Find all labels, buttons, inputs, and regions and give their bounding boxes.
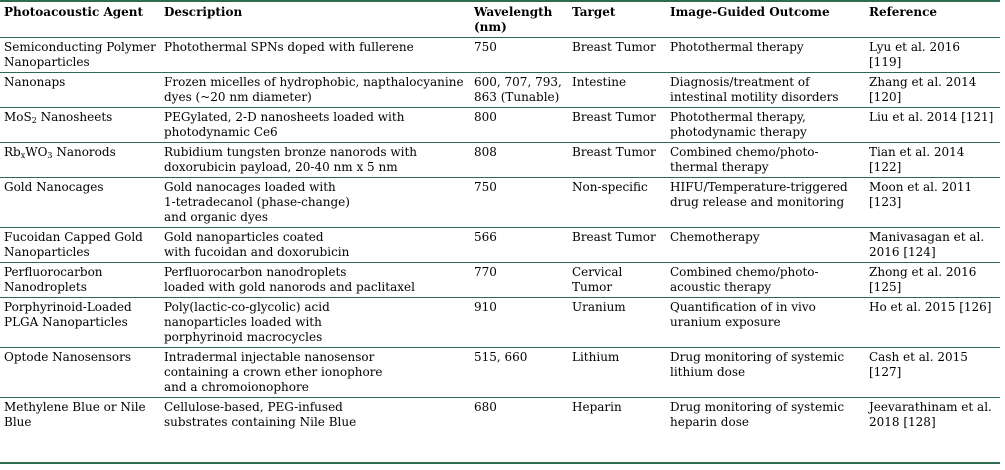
cell-reference: Tian et al. 2014 [122]	[865, 143, 1000, 178]
cell-wavelength: 808	[470, 143, 568, 178]
header-description: Description	[164, 5, 243, 19]
cell-wavelength: 910	[470, 298, 568, 348]
cell-outcome: Combined chemo/photo-acoustic therapy	[666, 263, 865, 298]
cell-agent	[0, 108, 160, 143]
cell-outcome: Drug monitoring of systemic lithium dose	[666, 348, 865, 398]
cell-description: Rubidium tungsten bronze nanorods with doxorubicin payload, 20-40 nm x 5 nm	[160, 143, 470, 178]
cell-target: Intestine	[568, 73, 666, 108]
cell-outcome: Combined chemo/photo-thermal therapy	[666, 143, 865, 178]
description-line: Intradermal injectable nanosensor	[164, 350, 375, 364]
cell-outcome: Chemotherapy	[666, 228, 865, 263]
cell-agent: Methylene Blue or Nile Blue	[4, 400, 146, 429]
description-line: with fucoidan and doxorubicin	[164, 245, 350, 259]
header-agent: Photoacoustic Agent	[4, 5, 144, 19]
agent-formula-base: Rb	[4, 145, 21, 159]
table-row	[0, 298, 1000, 348]
agent-formula-mid: WO	[25, 145, 48, 159]
cell-description: Photothermal SPNs doped with fullerene	[160, 38, 470, 73]
description-line: and a chromoionophore	[164, 380, 309, 394]
agent-formula-base: MoS	[4, 110, 32, 124]
header-wavelength: Wavelength (nm)	[474, 5, 553, 34]
cell-reference: Zhang et al. 2014 [120]	[865, 73, 1000, 108]
description-line: nanoparticles loaded with	[164, 315, 322, 329]
cell-agent	[0, 143, 160, 178]
table-header-row	[0, 3, 1000, 38]
cell-description	[160, 298, 470, 348]
table-top-rule	[0, 0, 1000, 2]
photoacoustic-agents-table	[0, 3, 1000, 432]
agent-formula-subscript: 2	[31, 116, 37, 125]
description-line: Poly(lactic-co-glycolic) acid	[164, 300, 330, 314]
cell-wavelength: 680	[474, 400, 497, 414]
description-line: Cellulose-based, PEG-infused	[164, 400, 343, 414]
agent-formula-suffix: Nanorods	[52, 145, 116, 159]
cell-target: Breast Tumor	[568, 38, 666, 73]
table-row	[0, 228, 1000, 263]
cell-description: Frozen micelles of hydrophobic, napthalocyanine dyes (~20 nm diameter)	[160, 73, 470, 108]
description-line: containing a crown ether ionophore	[164, 365, 383, 379]
table-row	[0, 73, 1000, 108]
cell-target: Breast Tumor	[568, 228, 666, 263]
cell-reference: Liu et al. 2014 [121]	[865, 108, 1000, 143]
description-line: and organic dyes	[164, 210, 268, 224]
cell-target: Uranium	[568, 298, 666, 348]
cell-outcome: Diagnosis/treatment of intestinal motility disorders	[666, 73, 865, 108]
cell-description	[160, 178, 470, 228]
cell-wavelength: 750	[470, 178, 568, 228]
cell-target: Non-specific	[568, 178, 666, 228]
table-bottom-rule	[0, 462, 1000, 464]
cell-outcome: Drug monitoring of systemic heparin dose	[670, 400, 845, 429]
cell-target: Breast Tumor	[568, 143, 666, 178]
description-line: Perfluorocarbon nanodroplets	[164, 265, 347, 279]
cell-wavelength: 770	[470, 263, 568, 298]
cell-agent: Perfluorocarbon Nanodroplets	[0, 263, 160, 298]
cell-outcome: Quantification of in vivo uranium exposure	[666, 298, 865, 348]
cell-target: Cervical Tumor	[568, 263, 666, 298]
cell-agent: Semiconducting Polymer Nanoparticles	[0, 38, 160, 73]
cell-reference: Lyu et al. 2016 [119]	[865, 38, 1000, 73]
cell-description	[160, 348, 470, 398]
cell-target: Breast Tumor	[568, 108, 666, 143]
cell-wavelength: 515, 660	[470, 348, 568, 398]
cell-description: PEGylated, 2-D nanosheets loaded with photodynamic Ce6	[160, 108, 470, 143]
table-row	[0, 108, 1000, 143]
table-row	[0, 263, 1000, 298]
cell-reference: Ho et al. 2015 [126]	[865, 298, 1000, 348]
table-row	[0, 143, 1000, 178]
agent-formula-subscript-x: x	[20, 151, 26, 160]
description-line: 1-tetradecanol (phase-change)	[164, 195, 350, 209]
header-outcome: Image-Guided Outcome	[670, 5, 830, 19]
table-row	[0, 178, 1000, 228]
cell-target: Lithium	[568, 348, 666, 398]
agent-formula-subscript-3: 3	[47, 151, 53, 160]
cell-agent: Fucoidan Capped Gold Nanoparticles	[0, 228, 160, 263]
cell-outcome: HIFU/Temperature-triggered drug release and monitoring	[666, 178, 865, 228]
cell-outcome: Photothermal therapy	[666, 38, 865, 73]
cell-reference: Zhong et al. 2016 [125]	[865, 263, 1000, 298]
cell-agent: Optode Nanosensors	[0, 348, 160, 398]
description-line: porphyrinoid macrocycles	[164, 330, 323, 344]
agent-formula-suffix: Nanosheets	[36, 110, 113, 124]
cell-description	[160, 263, 470, 298]
cell-description	[160, 228, 470, 263]
cell-agent: Gold Nanocages	[0, 178, 160, 228]
cell-reference: Manivasagan et al. 2016 [124]	[865, 228, 1000, 263]
cell-agent: Nanonaps	[0, 73, 160, 108]
table-row	[0, 398, 1000, 433]
cell-wavelength: 800	[470, 108, 568, 143]
cell-wavelength: 566	[470, 228, 568, 263]
cell-outcome: Photothermal therapy, photodynamic therapy	[666, 108, 865, 143]
table-row	[0, 348, 1000, 398]
cell-wavelength: 750	[470, 38, 568, 73]
cell-reference: Jeevarathinam et al. 2018 [128]	[869, 400, 992, 429]
description-line: loaded with gold nanorods and paclitaxel	[164, 280, 415, 294]
table-row	[0, 38, 1000, 73]
cell-wavelength: 600, 707, 793, 863 (Tunable)	[470, 73, 568, 108]
description-line: Gold nanocages loaded with	[164, 180, 336, 194]
cell-agent: Porphyrinoid-Loaded PLGA Nanoparticles	[0, 298, 160, 348]
cell-reference: Cash et al. 2015 [127]	[865, 348, 1000, 398]
description-line: Gold nanoparticles coated	[164, 230, 324, 244]
description-line: substrates containing Nile Blue	[164, 415, 357, 429]
cell-reference: Moon et al. 2011 [123]	[865, 178, 1000, 228]
cell-description	[160, 398, 470, 433]
header-target: Target	[572, 5, 616, 19]
header-reference: Reference	[869, 5, 938, 19]
cell-target: Heparin	[572, 400, 622, 414]
